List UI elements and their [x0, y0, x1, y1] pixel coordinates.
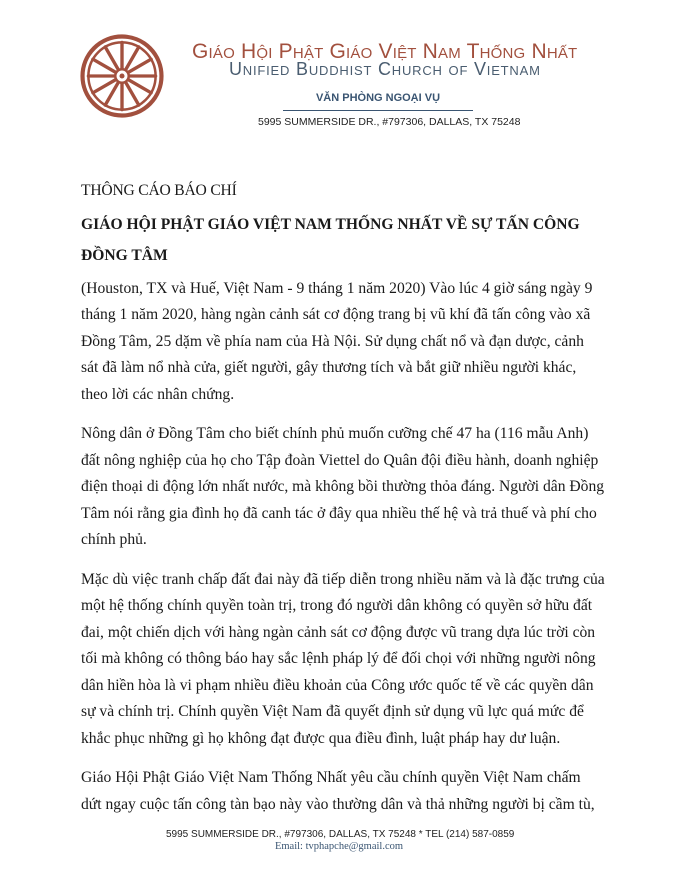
org-name-vietnamese: Giáo Hội Phật Giáo Việt Nam Thống Nhất	[192, 40, 578, 63]
header-divider	[283, 110, 473, 111]
paragraph: Mặc dù việc tranh chấp đất đai này đã tiếp diễn trong nhiều năm và là đặc trưng của một hệ thống chính quyền toàn trị, trong đó người dân không có quyền sở hữu đất đai, một chiến dịch với hàng ngàn cảnh sát cơ động được vũ trang dựa lúc trời còn tối mà không có thông báo hay sắc lệnh pháp lý để đối chọi với những người nông dân hiền hòa là vi phạm nhiều điều khoản của Công ước quốc tế về các quyền dân sự và chính trị. Chính quyền Việt Nam đã quyết định sử dụng vũ lực quá mức để khắc phục những gì họ không đạt được qua điều đình, luật pháp hay dư luận.	[81, 570, 605, 747]
header-address: 5995 SUMMERSIDE DR., #797306, DALLAS, TX 75248	[258, 116, 521, 128]
document-label: THÔNG CÁO BÁO CHÍ	[81, 182, 237, 199]
dharma-wheel-icon	[80, 34, 164, 118]
footer-email[interactable]: Email: tvphapche@gmail.com	[274, 841, 404, 852]
paragraph: Giáo Hội Phật Giáo Việt Nam Thống Nhất yêu cầu chính quyền Việt Nam chấm dứt ngay cuộc tấn công tàn bạo này vào thường dân và thả những người bị cầm tù,	[81, 769, 595, 813]
paragraph: Nông dân ở Đồng Tâm cho biết chính phủ muốn cưỡng chế 47 ha (116 mẫu Anh) đất nông nghiệp của họ cho Tập đoàn Viettel do Quân đội điều hành, doanh nghiệp điện thoại di động lớn nhất nước, mà không bồi thường thỏa đáng. Người dân Đồng Tâm nói rằng gia đình họ đã canh tác ở đây qua nhiều thế hệ và trả thuế và phí cho chính phủ.	[81, 425, 605, 548]
footer-address: 5995 SUMMERSIDE DR., #797306, DALLAS, TX 75248 * TEL (214) 587-0859	[166, 829, 515, 840]
org-name-english: Unified Buddhist Church of Vietnam	[229, 59, 541, 79]
paragraph: (Houston, TX và Huế, Việt Nam - 9 tháng 1 năm 2020) Vào lúc 4 giờ sáng ngày 9 tháng 1 năm 2020, hàng ngàn cảnh sát cơ động trang bị vũ khí đã tấn công vào xã Đồng Tâm, 25 dặm về phía nam của Hà Nội. Sử dụng chất nổ và đạn dược, cảnh sát đã làm nổ nhà cửa, giết người, gây thương tích và bắt giữ nhiều người khác, theo lời các nhân chứng.	[81, 279, 593, 403]
office-name: VĂN PHÒNG NGOẠI VỤ	[315, 92, 441, 104]
document-title: GIÁO HỘI PHẬT GIÁO VIỆT NAM THỐNG NHẤT VỀ SỰ TẤN CÔNG ĐỒNG TÂM	[81, 215, 580, 264]
document-body	[81, 178, 605, 831]
